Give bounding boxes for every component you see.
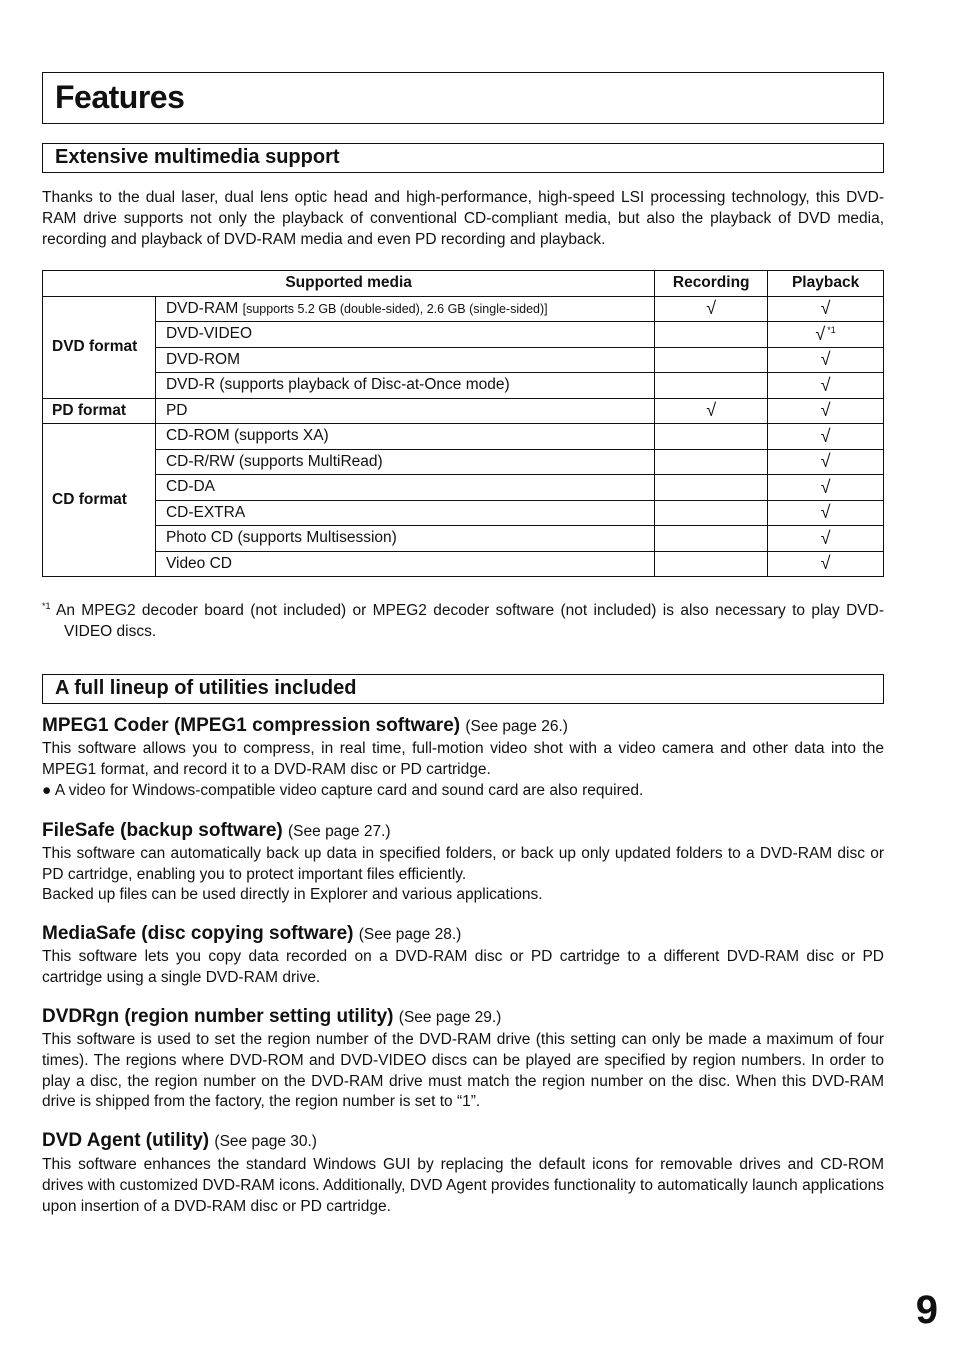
table-row	[43, 449, 884, 475]
media-name: CD-ROM (supports XA)	[155, 424, 654, 450]
utility-title-text: DVD Agent (utility)	[42, 1130, 210, 1151]
utility-title-text: DVDRgn (region number setting utility)	[42, 1006, 394, 1027]
check-mark: √	[815, 323, 826, 344]
section-heading-utilities	[42, 674, 884, 704]
media-detail: [supports 5.2 GB (double-sided), 2.6 GB (single-sided)]	[242, 301, 548, 316]
media-name: Video CD	[155, 551, 654, 577]
utility-title-dvdrgn	[42, 1006, 501, 1028]
table-row	[43, 322, 884, 348]
utility-note: ● A video for Windows-compatible video capture card and sound card are also required.	[42, 782, 644, 799]
table-row	[43, 398, 884, 424]
playback-check: √	[768, 500, 884, 526]
playback-check: √	[768, 551, 884, 577]
recording-empty	[655, 424, 768, 450]
table-row	[43, 373, 884, 399]
group-pd-format: PD format	[43, 398, 156, 424]
supported-media-table	[42, 270, 884, 577]
playback-check: √	[768, 398, 884, 424]
playback-check: √	[768, 347, 884, 373]
header-supported-media: Supported media	[43, 271, 655, 297]
playback-check: √	[768, 296, 884, 322]
section-heading-text: A full lineup of utilities included	[55, 677, 357, 699]
media-name: DVD-R (supports playback of Disc-at-Once mode)	[155, 373, 654, 399]
utility-title-dvd-agent	[42, 1130, 317, 1152]
footnote-mark: *1	[42, 601, 51, 611]
playback-check: √	[768, 526, 884, 552]
footnote-text: An MPEG2 decoder board (not included) or MPEG2 decoder software (not included) is also necessary to play DVD-VIDEO discs.	[56, 602, 884, 640]
page-number: 9	[915, 1288, 938, 1332]
utility-title-text: MPEG1 Coder (MPEG1 compression software)	[42, 715, 461, 736]
recording-check: √	[655, 296, 768, 322]
media-name: DVD-VIDEO	[155, 322, 654, 348]
playback-check-with-note	[768, 322, 884, 348]
utility-description: This software allows you to compress, in real time, full-motion video shot with a video camera and other data into the MPEG1 format, and record it to a DVD-RAM disc or PD cartridge.	[42, 740, 884, 778]
table-row	[43, 296, 884, 322]
recording-empty	[655, 322, 768, 348]
utility-title-mediasafe	[42, 923, 461, 945]
see-page-reference: (See page 27.)	[288, 823, 391, 840]
recording-empty	[655, 475, 768, 501]
table-row	[43, 424, 884, 450]
media-name: Photo CD (supports Multisession)	[155, 526, 654, 552]
media-name: CD-EXTRA	[155, 500, 654, 526]
table-row	[43, 347, 884, 373]
see-page-reference: (See page 28.)	[358, 926, 462, 943]
see-page-reference: (See page 30.)	[214, 1133, 317, 1150]
utility-note: Backed up files can be used directly in Explorer and various applications.	[42, 886, 543, 903]
page-title: Features	[55, 79, 185, 115]
utility-title-filesafe	[42, 820, 391, 842]
group-dvd-format: DVD format	[43, 296, 156, 398]
playback-check: √	[768, 424, 884, 450]
section-heading-multimedia	[42, 143, 884, 173]
table-row	[43, 500, 884, 526]
utility-description: This software enhances the standard Windows GUI by replacing the default icons for removable drives and CD-ROM drives with customized DVD-RAM icons. Additionally, DVD Agent provides functionality to automatically launch applications upon insertion of a DVD-RAM disc or PD cartridge.	[42, 1156, 884, 1215]
utility-description: This software lets you copy data recorded on a DVD-RAM disc or PD cartridge to a different DVD-RAM disc or PD cartridge using a single DVD-RAM drive.	[42, 948, 884, 986]
header-recording: Recording	[655, 271, 768, 297]
media-name-text: DVD-RAM	[165, 299, 239, 317]
playback-check: √	[768, 373, 884, 399]
table-row	[43, 526, 884, 552]
utility-description: This software is used to set the region number of the DVD-RAM drive (this setting can only be made a maximum of four times). The regions where DVD-ROM and DVD-VIDEO discs can be played are specified by region numbers. In order to play a disc, the region number on the DVD-RAM drive must match the region number on the disc. When this DVD-RAM drive is shipped from the factory, the region number is set to “1”.	[42, 1031, 884, 1111]
recording-empty	[655, 347, 768, 373]
recording-empty	[655, 526, 768, 552]
table-header-row	[43, 271, 884, 297]
header-playback: Playback	[768, 271, 884, 297]
media-name	[155, 296, 654, 322]
table-row	[43, 551, 884, 577]
group-cd-format: CD format	[43, 424, 156, 577]
intro-paragraph: Thanks to the dual laser, dual lens optic head and high-performance, high-speed LSI processing technology, this DVD-RAM drive supports not only the playback of conventional CD-compliant media, but also the playback of DVD media, recording and playback of DVD-RAM media and even PD recording and playback.	[42, 189, 884, 248]
see-page-reference: (See page 26.)	[465, 718, 568, 735]
footnote-mark: *1	[827, 324, 836, 335]
playback-check: √	[768, 449, 884, 475]
recording-empty	[655, 500, 768, 526]
recording-empty	[655, 551, 768, 577]
playback-check: √	[768, 475, 884, 501]
recording-empty	[655, 449, 768, 475]
table-row	[43, 475, 884, 501]
media-name: DVD-ROM	[155, 347, 654, 373]
section-heading-text: Extensive multimedia support	[55, 146, 340, 168]
footnote-body	[42, 596, 884, 643]
media-name: CD-DA	[155, 475, 654, 501]
utility-description: This software can automatically back up data in specified folders, or back up only updated folders to a DVD-RAM disc or PD cartridge, enabling you to protect important files efficiently.	[42, 845, 884, 883]
footnote	[42, 596, 884, 643]
recording-check: √	[655, 398, 768, 424]
page-title-box	[42, 72, 884, 124]
see-page-reference: (See page 29.)	[398, 1009, 502, 1026]
utility-title-text: FileSafe (backup software)	[42, 820, 283, 841]
utility-title-text: MediaSafe (disc copying software)	[42, 923, 354, 944]
media-name: CD-R/RW (supports MultiRead)	[155, 449, 654, 475]
media-name: PD	[155, 398, 654, 424]
utility-title-mpeg1-coder	[42, 715, 568, 737]
recording-empty	[655, 373, 768, 399]
